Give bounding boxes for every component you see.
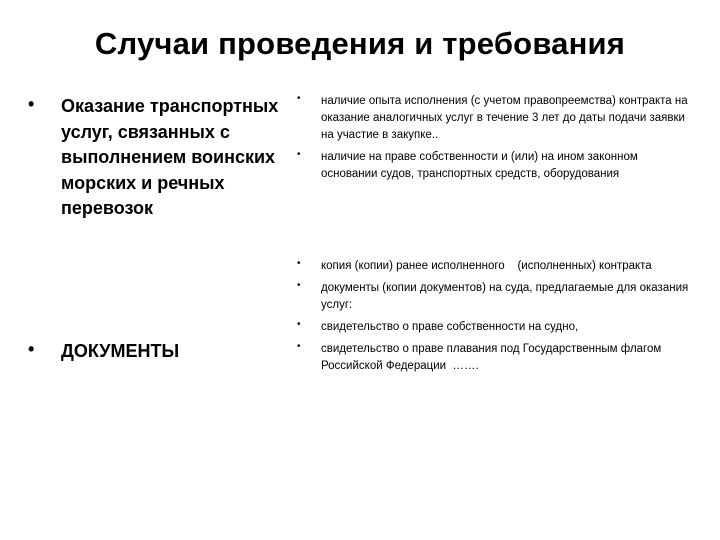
list-item-text: наличие опыта исполнения (с учетом правопреемства) контракта на оказание аналогичных услуг в течение 3 лет до даты подачи заявки на участие в закупке.. bbox=[321, 95, 688, 141]
bullet-icon: • bbox=[297, 93, 301, 104]
list-item-text: свидетельство о праве собственности на судно, bbox=[321, 321, 579, 333]
bullet-icon: • bbox=[297, 149, 301, 160]
bullet-icon: • bbox=[28, 339, 35, 359]
list-item-text: наличие на праве собственности и (или) на ином законном основании судов, транспортных средств, оборудования bbox=[321, 151, 638, 180]
documents-list bbox=[297, 258, 692, 380]
bullet-icon: • bbox=[297, 319, 301, 330]
list-item-text: копия (копии) ранее исполненного (исполненных) контракта bbox=[321, 260, 652, 272]
list-item bbox=[297, 258, 692, 275]
left-item-text: ДОКУМЕНТЫ bbox=[61, 341, 180, 361]
bullet-icon: • bbox=[297, 280, 301, 291]
list-item bbox=[297, 93, 692, 144]
list-item bbox=[297, 341, 692, 375]
list-item-text: свидетельство о праве плавания под Государственным флагом Российской Федерации ……. bbox=[321, 343, 665, 372]
left-item-text: Оказание транспортных услуг, связанных с выполнением воинских морских и речных перевозок bbox=[61, 96, 279, 218]
bullet-icon: • bbox=[28, 94, 35, 114]
requirements-list bbox=[297, 93, 692, 188]
list-item-text: документы (копии документов) на суда, предлагаемые для оказания услуг: bbox=[321, 282, 689, 311]
bullet-icon: • bbox=[297, 258, 301, 269]
list-item bbox=[297, 149, 692, 183]
list-item bbox=[297, 280, 692, 314]
page-title: Случаи проведения и требования bbox=[94, 26, 626, 61]
list-item bbox=[297, 319, 692, 336]
bullet-icon: • bbox=[297, 341, 301, 352]
